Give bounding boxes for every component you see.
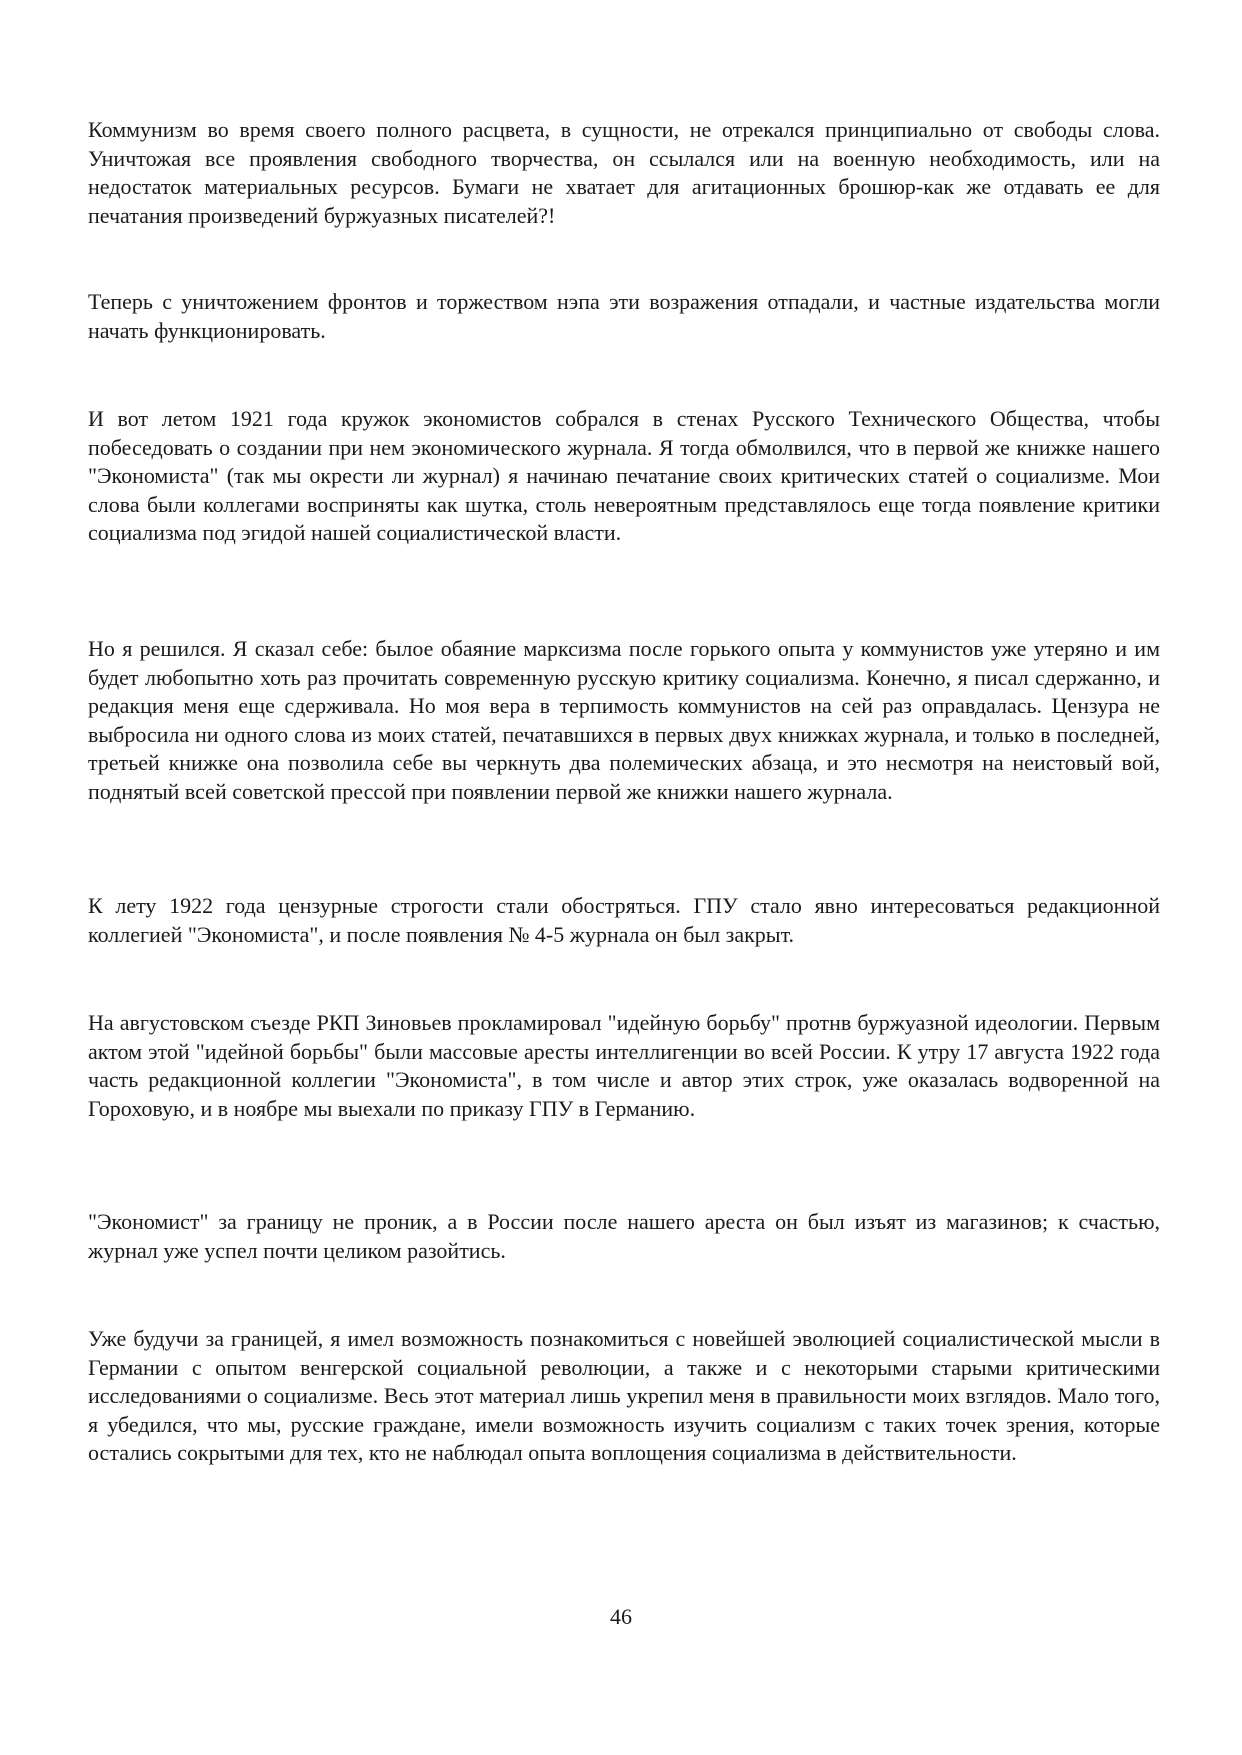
paragraph-7: "Экономист" за границу не проник, а в России после нашего ареста он был изъят из магазинов; к счастью, журнал уже успел почти целиком разойтись. (88, 1209, 1160, 1263)
page-number: 46 (610, 1604, 632, 1629)
paragraph-5: К лету 1922 года цензурные строгости стали обостряться. ГПУ стало явно интересоваться редакционной коллегией "Экономиста", и после появления № 4-5 журнала он был закрыт. (88, 893, 1160, 947)
paragraph-6: На августовском съезде РКП Зиновьев прокламировал "идейную борьбу" протнв буржуазной идеологии. Первым актом этой "идейной борьбы" были массовые аресты интеллигенции во всей России. К утру 17 августа 1922 года часть редакционной коллегии "Экономиста", в том числе и автор этих строк, уже оказалась водворенной на Гороховую, и в ноябре мы выехали по приказу ГПУ в Германию. (88, 1010, 1160, 1121)
paragraph-1: Коммунизм во время своего полного расцвета, в сущности, не отрекался принципиально от свободы слова. Уничтожая все проявления свободного творчества, он ссылался или на военную необходимость, или на недостаток материальных ресурсов. Бумаги не хватает для агитационных брошюр-как же отдавать ее для печатания произведений буржуазных писателей?! (88, 117, 1160, 228)
paragraph-3: И вот летом 1921 года кружок экономистов собрался в стенах Русского Технического Общества, чтобы побеседовать о создании при нем экономического журнала. Я тогда обмолвился, что в первой же книжке нашего "Экономиста" (так мы окрести ли журнал) я начинаю печатание своих критических статей о социализме. Мои слова были коллегами восприняты как шутка, столь невероятным представлялось еще тогда появление критики социализма под эгидой нашей социалистической власти. (88, 406, 1160, 546)
paragraph-8: Уже будучи за границей, я имел возможность познакомиться с новейшей эволюцией социалистической мысли в Германии с опытом венгерской социальной революции, а также и с некоторыми старыми критическими исследованиями о социализме. Весь этот материал лишь укрепил меня в правильности моих взглядов. Мало того, я убедился, что мы, русские граждане, имели возможность изучить социализм с таких точек зрения, которые остались сокрытыми для тех, кто не наблюдал опыта воплощения социализма в действительности. (88, 1326, 1160, 1466)
paragraph-2: Теперь с уничтожением фронтов и торжеством нэпа эти возражения отпадали, и частные издательства могли начать функционировать. (88, 289, 1160, 343)
paragraph-4: Но я решился. Я сказал себе: былое обаяние марксизма после горького опыта у коммунистов уже утеряно и им будет любопытно хоть раз прочитать современную русскую критику социализма. Конечно, я писал сдержанно, и редакция меня еще сдерживала. Но моя вера в терпимость коммунистов на сей раз оправдалась. Цензура не выбросила ни одного слова из моих статей, печатавшихся в первых двух книжках журнала, и только в последней, третьей книжке она позволила себе вы черкнуть два полемических абзаца, и это несмотря на неистовый вой, поднятый всей советской прессой при появлении первой же книжки нашего журнала. (88, 636, 1160, 804)
